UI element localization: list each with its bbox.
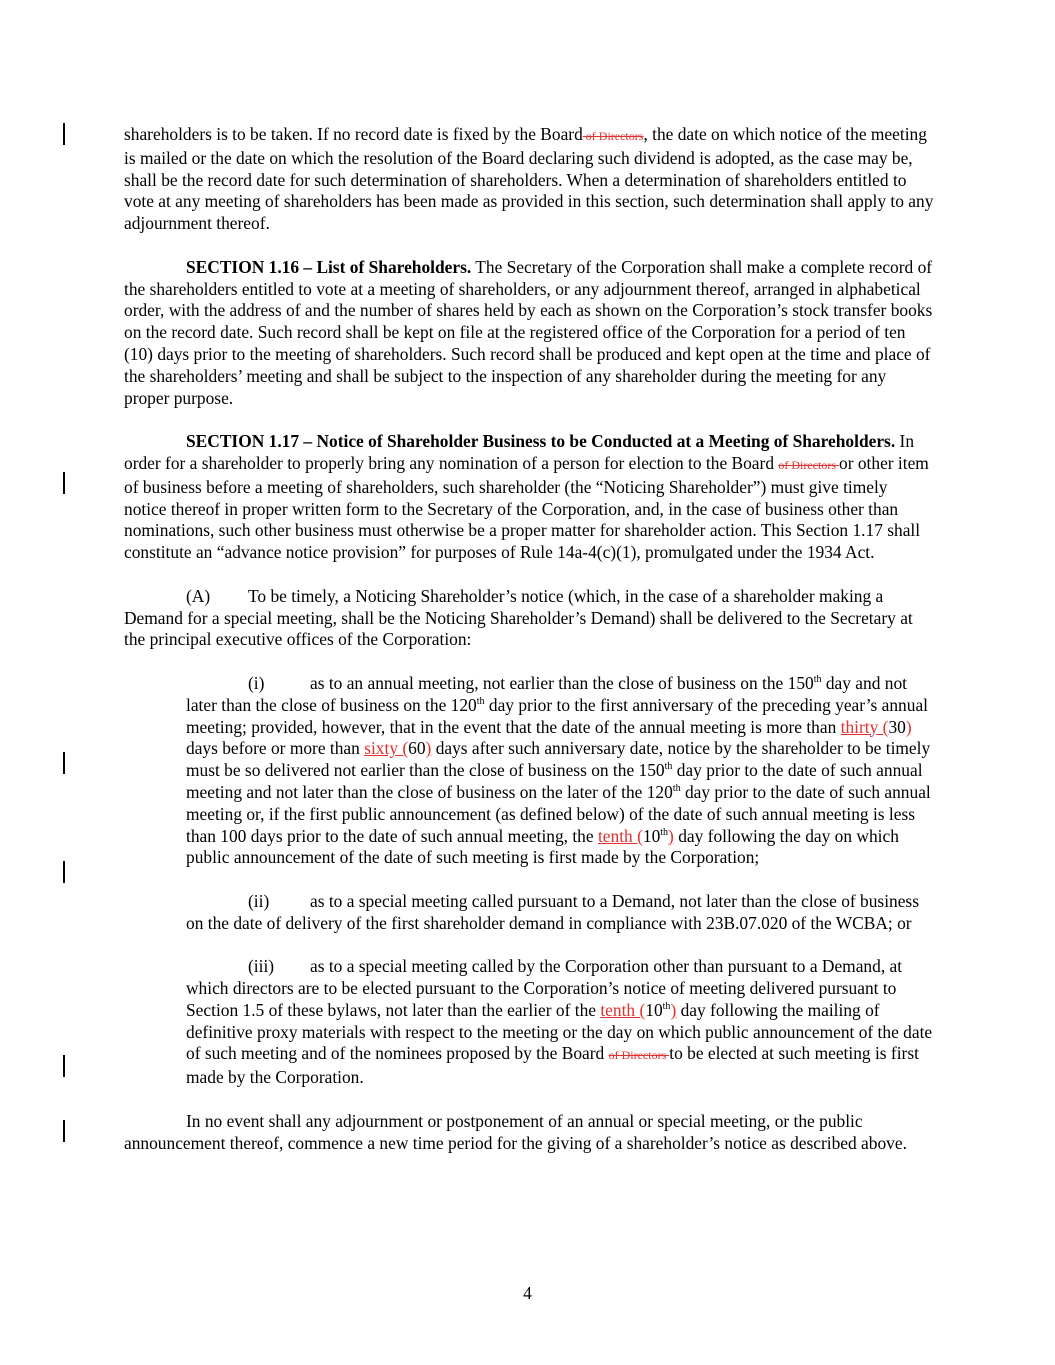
section-1-16 [124, 257, 934, 410]
superscript: th [662, 1001, 671, 1013]
paragraph-label: (i) [248, 672, 265, 693]
superscript: th [813, 674, 822, 686]
section-1-17 [124, 431, 934, 564]
text: or other item of business before a meeting of shareholders, such shareholder (the “Noticing Shareholder”) must give timely notice thereof in proper written form to the Secretary of the Corporation, and, in the case of business other than nominations, such other business must otherwise be a proper matter for shareholder action. This Section 1.17 shall constitute an “advance notice provision” for purposes of Rule 14a-4(c)(1), promulgated under the 1934 Act. [124, 452, 929, 563]
change-bar [63, 472, 65, 494]
page-number: 4 [523, 1283, 532, 1303]
inserted-text: sixty ( [364, 738, 409, 759]
text: 10 [642, 825, 661, 846]
subparagraph-block [124, 673, 934, 1089]
section-heading: SECTION 1.17 – Notice of Shareholder Business to be Conducted at a Meeting of Shareholders. [186, 431, 896, 452]
text: day prior to the first anniversary of the preceding year’s annual meeting; provided, however, that in the event that the date of the annual meeting is more than [186, 694, 928, 737]
inserted-text: ) [670, 999, 677, 1020]
text: days before or more than [186, 738, 365, 759]
section-heading: SECTION 1.16 – List of Shareholders. [186, 256, 472, 277]
text: , the date on which notice of the meeting is mailed or the date on which the resolution of the Board declaring such dividend is adopted, as the case may be, shall be the record date for such determination of shareholders. When a determination of shareholders entitled to vote at any meeting of shareholders has been made as provided in this section, such determination shall apply to any adjournment thereof. [124, 124, 934, 234]
change-bar [63, 1120, 65, 1142]
text: as to an annual meeting, not earlier than the close of business on the 150 [310, 672, 814, 693]
deleted-text: of Directors [608, 1048, 670, 1063]
inserted-text: tenth ( [600, 999, 646, 1020]
change-bar [63, 861, 65, 883]
paragraph-body: as to a special meeting called pursuant to a Demand, not later than the close of business on the date of delivery of the first shareholder demand in compliance with 23B.07.020 of the WCBA; or [186, 890, 919, 933]
text: 30 [888, 716, 906, 737]
inserted-text: ) [668, 825, 674, 846]
change-bar [63, 1055, 65, 1077]
superscript: th [476, 695, 485, 707]
text: In order for a shareholder to properly bring any nomination of a person for election to the Board [124, 431, 915, 473]
section-body: The Secretary of the Corporation shall make a complete record of the shareholders entitled to vote at a meeting of shareholders, or any adjournment thereof, arranged in alphabetical order, with the address of and the number of shares held by each as shown on the Corporation’s stock transfer books on the record date. Such record shall be kept on file at the registered office of the Corporation for a period of ten (10) days prior to the meeting of shareholders. Such record shall be produced and kept open at the time and place of the shareholders’ meeting and shall be subject to the inspection of any shareholder during the meeting for any proper purpose. [124, 256, 933, 408]
text: as to a special meeting called by the Corporation other than pursuant to a Demand, at which directors are to be elected pursuant to the Corporation’s notice of meeting delivered pursuant to Section 1.5 of these bylaws, not later than the earlier of the [186, 956, 903, 1020]
text: day prior to the date of such annual meeting or, if the first public announcement (as defined below) of the date of such annual meeting is less than 100 days prior to the date of such annual meeting, the [186, 781, 931, 846]
text: to be elected at such meeting is first made by the Corporation. [186, 1043, 919, 1088]
text: shareholders is to be taken. If no record date is fixed by the Board [124, 124, 583, 144]
superscript: th [672, 783, 681, 795]
text: 60 [408, 738, 426, 759]
text: day prior to the date of such annual meeting and not later than the close of business on the later of the 120 [186, 760, 923, 802]
superscript: th [660, 826, 669, 838]
change-bar [63, 123, 65, 145]
text: day following the day on which public announcement of the date of such meeting is first made by the Corporation; [186, 825, 899, 868]
paragraph-a [124, 586, 934, 651]
deleted-text: of Directors [582, 129, 644, 143]
inserted-text: ) [905, 716, 912, 737]
text: day following the mailing of definitive proxy materials with respect to the meeting or the day on which public announcement of the date of such meeting and of the nominees proposed by the Board [186, 999, 933, 1064]
change-bar [63, 752, 65, 774]
paragraph-record-date [124, 124, 934, 235]
paragraph-i [186, 673, 934, 869]
document-page [124, 124, 934, 1176]
superscript: th [664, 761, 673, 773]
text: 10 [645, 999, 663, 1020]
inserted-text: ) [425, 738, 432, 759]
paragraph-label: (ii) [248, 890, 270, 911]
paragraph-body: To be timely, a Noticing Shareholder’s notice (which, in the case of a shareholder making a Demand for a special meeting, shall be the Noticing Shareholder’s Demand) shall be delivered to the Secretary at the principal executive offices of the Corporation: [124, 585, 913, 650]
text: days after such anniversary date, notice by the shareholder to be timely must be so delivered not earlier than the close of business on the 150 [186, 738, 931, 781]
paragraph-label: (iii) [248, 956, 275, 977]
paragraph-adjournment [124, 1111, 934, 1155]
inserted-text: tenth ( [597, 825, 643, 846]
paragraph-label: (A) [186, 585, 211, 606]
paragraph-ii [186, 891, 934, 935]
text: day and not later than the close of business on the 120 [186, 672, 907, 715]
deleted-text: of Directors [778, 457, 840, 472]
inserted-text: thirty ( [840, 716, 889, 737]
paragraph-iii [186, 956, 934, 1089]
paragraph-body: In no event shall any adjournment or postponement of an annual or special meeting, or the public announcement thereof, commence a new time period for the giving of a shareholder’s notice as described above. [124, 1110, 907, 1153]
